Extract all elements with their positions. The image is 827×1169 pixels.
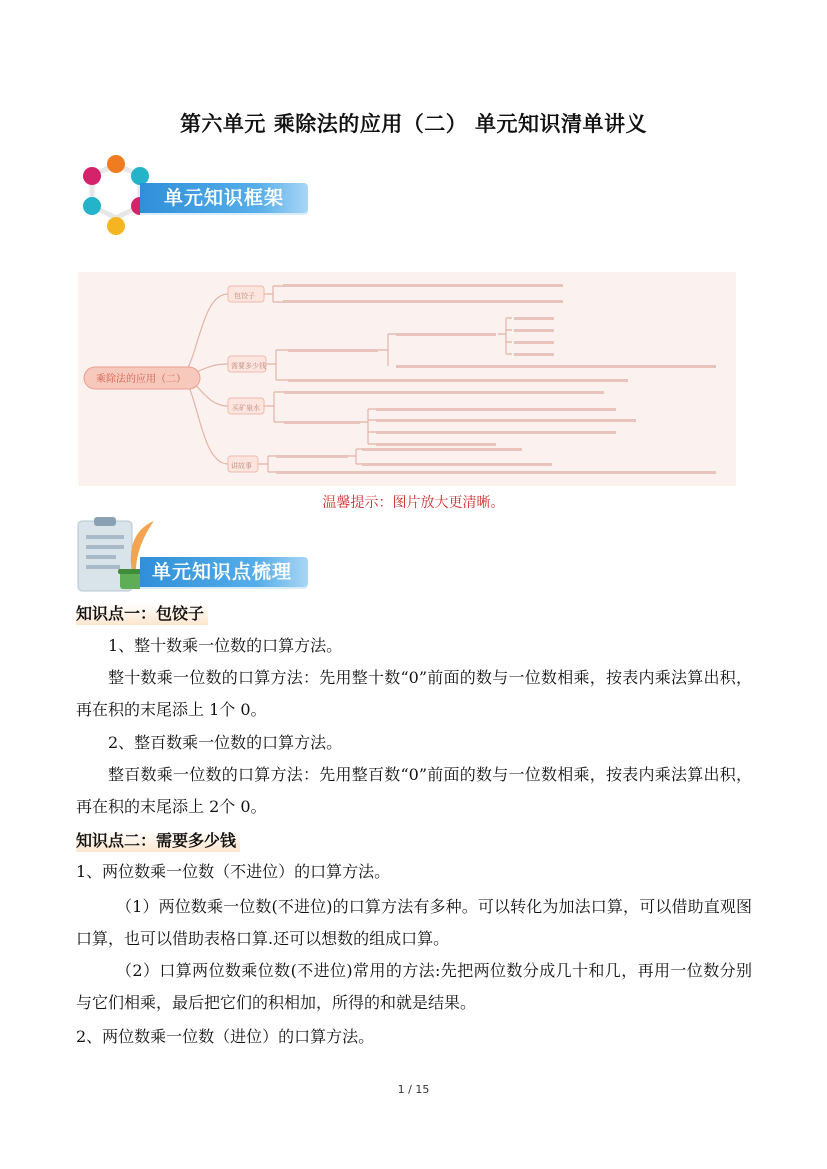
- section-banner-points: [74, 515, 314, 595]
- section-title-framework: 单元知识框架: [164, 187, 285, 209]
- kp1-heading: 知识点一：包饺子: [76, 603, 208, 625]
- kp2-item-1: 1、两位数乘一位数（不进位）的口算方法。: [76, 862, 391, 881]
- mind-map-branch-4: 讲故事: [231, 462, 252, 470]
- mind-map-branch-3: 买矿泉水: [232, 404, 260, 412]
- page-title: 第六单元 乘除法的应用（二） 单元知识清单讲义: [179, 112, 648, 136]
- tip-text: 温馨提示：图片放大更清晰。: [322, 495, 505, 511]
- kp1-item-2-text: 整百数乘一位数的口算方法：先用整百数“0”前面的数与一位数相乘，按表内乘法算出积，再在积的末尾添上 2个 0。: [76, 765, 752, 816]
- kp1-item-1-text: 整十数乘一位数的口算方法：先用整十数“0”前面的数与一位数相乘，按表内乘法算出积，再在积的末尾添上 1个 0。: [76, 668, 752, 719]
- mind-map-branch-1: 包饺子: [234, 292, 255, 300]
- kp2-heading: 知识点二：需要多少钱: [76, 830, 240, 852]
- kp1-item-1: 1、整十数乘一位数的口算方法。: [108, 636, 343, 655]
- mind-map-branch-2: 需要多少钱: [231, 362, 266, 370]
- kp2-item-2: 2、两位数乘一位数（进位）的口算方法。: [76, 1027, 375, 1046]
- section-title-points: 单元知识点梳理: [152, 561, 293, 583]
- section-banner-framework: [74, 152, 314, 242]
- kp2-item-1-note-1: （1）两位数乘一位数(不进位)的口算方法有多种。可以转化为加法口算，可以借助直观图口算，也可以借助表格口算.还可以想数的组成口算。: [76, 897, 752, 948]
- mind-map-center: 乘除法的应用（二）: [96, 374, 186, 385]
- page-number: 1 / 15: [397, 1083, 430, 1096]
- mind-map-image: [78, 272, 736, 486]
- kp1-item-2: 2、整百数乘一位数的口算方法。: [108, 733, 343, 752]
- kp2-item-1-note-2: （2）口算两位数乘位数(不进位)常用的方法:先把两位数分成几十和几，再用一位数分别与它们相乘，最后把它们的积相加，所得的和就是结果。: [76, 961, 752, 1012]
